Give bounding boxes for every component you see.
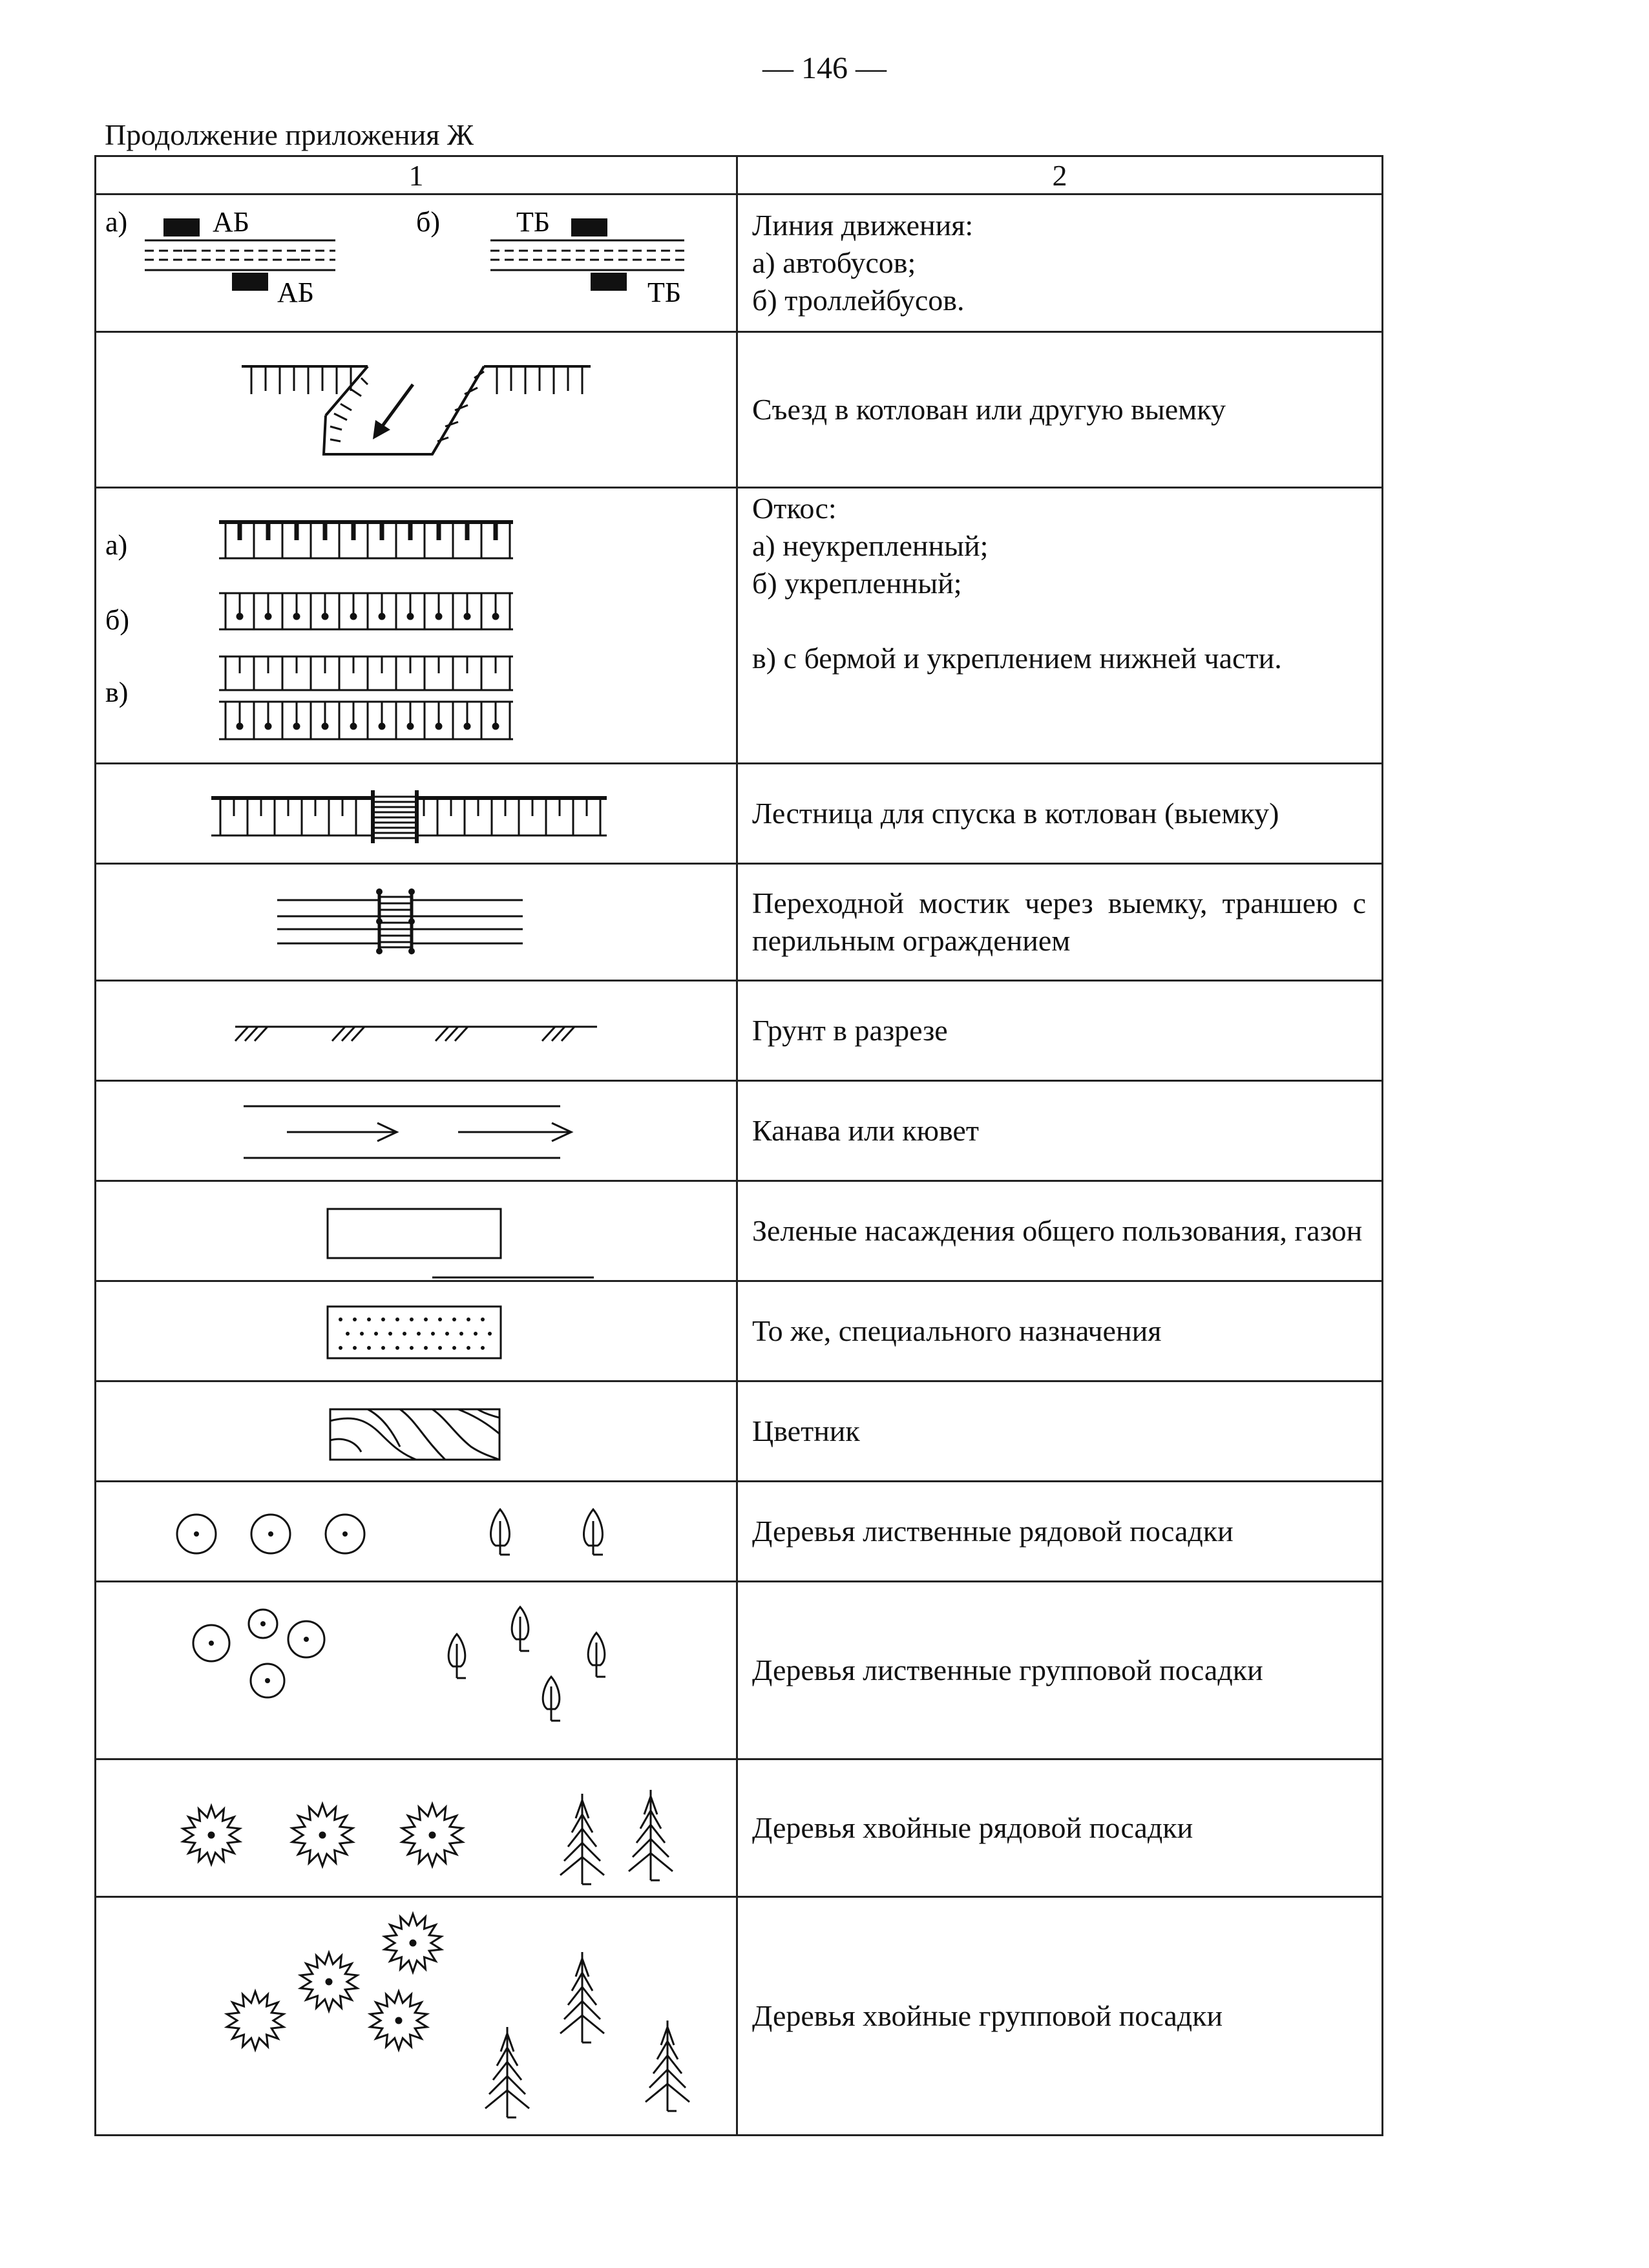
label-b: б) (105, 604, 130, 636)
symbol-cell (96, 1897, 737, 2136)
symbol-cell (96, 1081, 737, 1181)
description-cell (737, 1281, 1383, 1381)
legend-table (94, 155, 1383, 2136)
table-row (96, 764, 1383, 864)
public-greenery-symbol (96, 1182, 736, 1280)
table-row (96, 864, 1383, 981)
description-line: Деревья лиственные рядовой посадки (752, 1515, 1234, 1548)
symbol-cell (96, 332, 737, 488)
table-row (96, 1582, 1383, 1759)
description-cell (737, 194, 1383, 332)
page-number: — 146 — (762, 51, 887, 85)
description-line: Откос: (752, 492, 837, 525)
symbol-cell (96, 1281, 737, 1381)
table-row (96, 1081, 1383, 1181)
column-header-2: 2 (737, 156, 1383, 194)
table-row (96, 1281, 1383, 1381)
description-cell (737, 488, 1383, 764)
description-cell (737, 1897, 1383, 2136)
description-line: а) неукрепленный; (752, 529, 989, 562)
trolley-label-bottom: ТБ (647, 277, 682, 308)
label-a: а) (105, 529, 128, 561)
table-row (96, 1897, 1383, 2136)
table-row (96, 1482, 1383, 1582)
description-line: в) с бермой и укреплением нижней части. (752, 642, 1282, 675)
continuation-label: Продолжение приложения Ж (105, 118, 474, 151)
deciduous-group-symbol (96, 1582, 736, 1758)
table-header-row (96, 156, 1383, 194)
symbol-cell (96, 864, 737, 981)
description-line: Деревья хвойные групповой посадки (752, 1999, 1223, 2032)
deciduous-row-symbol (96, 1482, 736, 1580)
conifer-group-symbol (96, 1898, 736, 2134)
symbol-cell (96, 1381, 737, 1482)
symbol-cell (96, 488, 737, 764)
symbol-cell (96, 981, 737, 1081)
description-line: Деревья хвойные рядовой посадки (752, 1811, 1193, 1844)
column-header-1: 1 (96, 156, 737, 194)
description-cell (737, 1582, 1383, 1759)
description-cell (737, 864, 1383, 981)
table-row (96, 1181, 1383, 1281)
trolley-label-top: ТБ (516, 206, 551, 238)
slope-symbol (96, 488, 736, 762)
description-spacer (752, 602, 1366, 640)
table-row (96, 488, 1383, 764)
label-b: б) (416, 206, 441, 238)
description-line: То же, специального назначения (752, 1314, 1162, 1347)
flowerbed-symbol (96, 1382, 736, 1480)
description-line: Цветник (752, 1414, 860, 1447)
pit-ramp-symbol (96, 333, 736, 487)
ditch-symbol (96, 1082, 736, 1180)
description-line: б) троллейбусов. (752, 284, 965, 317)
description-line: Линия движения: (752, 209, 974, 242)
bus-label-top: АБ (213, 206, 250, 238)
label-a: а) (105, 206, 128, 238)
description-line: Зеленые насаждения общего пользования, газон (752, 1214, 1363, 1247)
table-row (96, 981, 1383, 1081)
description-line: Деревья лиственные групповой посадки (752, 1654, 1263, 1686)
special-greenery-symbol (96, 1282, 736, 1380)
conifer-row-symbol (96, 1760, 736, 1896)
footbridge-symbol (96, 865, 736, 980)
description-line: Лестница для спуска в котлован (выемку) (752, 797, 1279, 830)
table-row (96, 332, 1383, 488)
table-row (96, 1759, 1383, 1897)
table-row (96, 1381, 1383, 1482)
description-cell (737, 1482, 1383, 1582)
bus-label-bottom: АБ (277, 277, 315, 308)
symbol-cell (96, 1582, 737, 1759)
symbol-cell (96, 1759, 737, 1897)
description-cell (737, 1181, 1383, 1281)
description-cell (737, 1381, 1383, 1482)
soil-section-symbol (96, 982, 736, 1080)
bus-trolley-line-symbol (96, 195, 736, 331)
symbol-cell (96, 1482, 737, 1582)
symbol-cell (96, 764, 737, 864)
description-line: Канава или кювет (752, 1114, 979, 1147)
description-line: а) автобусов; (752, 246, 916, 279)
description-cell (737, 332, 1383, 488)
description-line: Грунт в разрезе (752, 1014, 948, 1047)
label-c: в) (105, 677, 129, 708)
table-row (96, 194, 1383, 332)
description-line: б) укрепленный; (752, 567, 962, 600)
symbol-cell (96, 194, 737, 332)
description-line: Съезд в котлован или другую выемку (752, 393, 1226, 426)
description-line: Переходной мостик через выемку, траншею с перильным ограждением (752, 887, 1366, 957)
description-cell (737, 1081, 1383, 1181)
description-cell (737, 1759, 1383, 1897)
pit-stairs-symbol (96, 764, 736, 863)
description-cell (737, 981, 1383, 1081)
description-cell (737, 764, 1383, 864)
symbol-cell (96, 1181, 737, 1281)
